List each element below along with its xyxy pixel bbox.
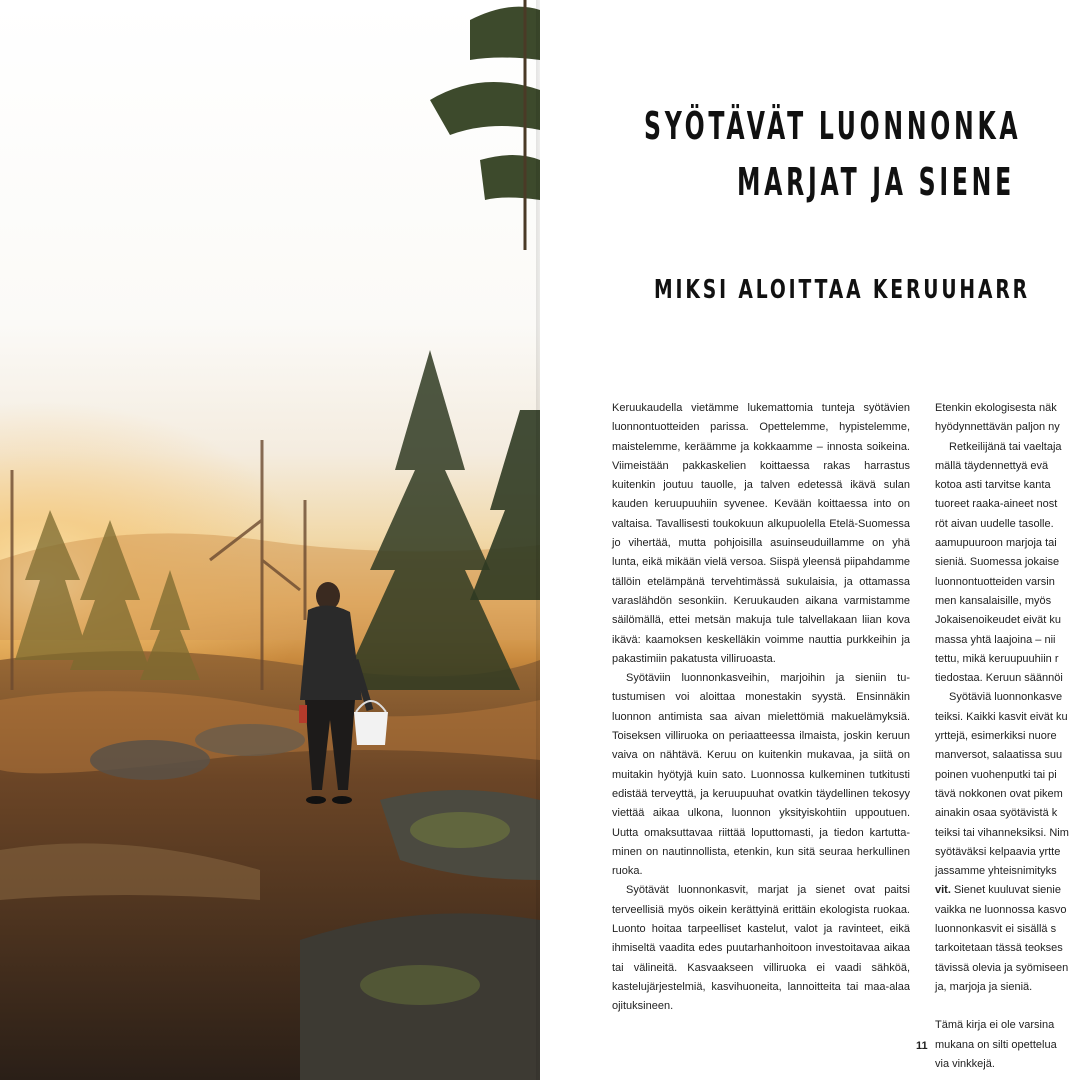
- column-2-line: jassamme yhteisnimityks: [935, 865, 1057, 878]
- column-2-line: tuoreet raaka-aineet nost: [935, 498, 1058, 511]
- column-2-line: Retkeilijänä tai vaeltaja: [949, 440, 1062, 453]
- section-heading: MIKSI ALOITTAA KERUUHARR: [654, 275, 1030, 305]
- column-2-line: vit. Sienet kuuluvat sienie: [935, 884, 1061, 897]
- title-line-2: MARJAT JA SIENE: [737, 160, 1015, 204]
- column-2-line: massa yhtä laajoina – nii: [935, 633, 1056, 646]
- column-2-line: Syötäviä luonnonkasve: [949, 691, 1063, 704]
- column-2-line: teiksi. Kaikki kasvit eivät ku: [935, 710, 1068, 723]
- text-column-1: [612, 399, 910, 1017]
- column-2-line: mukana on silti opettelua: [935, 1038, 1057, 1051]
- column-2-line: vaikka ne luonnossa kasvo: [935, 903, 1067, 916]
- column-2-line: ainakin osaa syötävistä k: [935, 807, 1058, 820]
- column-2-line: poinen vuohenputki tai pi: [935, 768, 1057, 781]
- column-2-line: luonnonkasvit ei sisällä s: [935, 923, 1057, 936]
- column-2-line: tävissä olevia ja syömiseen: [935, 961, 1069, 974]
- column-2-line: syötäväksi kelpaavia yrtte: [935, 845, 1061, 858]
- column-2-line: yrttejä, esimerkiksi nuore: [935, 730, 1057, 743]
- text-column-2: [935, 399, 1080, 1074]
- column-2-line: manversot, salaatissa suu: [935, 749, 1063, 762]
- paragraph-3: Syötävät luonnonkasvit, marjat ja sienet ovat paitsi terveellisiä myös oikein kerättyinä erittäin ekologista ruokaa. Luonto hoitaa tarpeelliset kastelut, valot ja ravinteet, eikä ihmiseltä vaadita edes puutarhanhoitoon investoitavaa aikaa tai välineitä. Kasvaakseen villiruoka ei vaadi sähköä, kastelujärjestelmiä, kasvihuoneita, lannoitteita tai maa-alaa ojituksineen.: [612, 884, 910, 1013]
- column-2-line: aamupuuroon marjoja tai: [935, 537, 1057, 550]
- column-2-line: ja, marjoja ja sieniä.: [935, 980, 1033, 993]
- column-2-line: Etenkin ekologisesta näk: [935, 402, 1057, 414]
- page-number: 11: [916, 1040, 928, 1052]
- column-2-line: tettu, mikä keruupuuhiin r: [935, 652, 1059, 665]
- column-2-line: Jokaisenoikeudet eivät ku: [935, 614, 1061, 627]
- column-2-line: mällä täydennettyä evä: [935, 459, 1049, 472]
- column-2-line: tävä nokkonen ovat pikem: [935, 787, 1063, 800]
- page-title: [644, 98, 1022, 210]
- column-2-line: sieniä. Suomessa jokaise: [935, 556, 1060, 569]
- column-2-line: tiedostaa. Keruun säännöi: [935, 672, 1063, 685]
- column-2-line: kotoa asti tarvitse kanta: [935, 479, 1051, 492]
- column-2-line: röt aivan uudelle tasolle.: [935, 517, 1054, 530]
- column-2-line: tarkoitetaan tässä teokses: [935, 942, 1063, 955]
- column-2-line: hyödynnettävän paljon ny: [935, 421, 1060, 434]
- column-2-line: via vinkkejä.: [935, 1057, 995, 1070]
- column-2-line: Tämä kirja ei ole varsina: [935, 1019, 1055, 1032]
- title-line-1: SYÖTÄVÄT LUONNONKA: [644, 104, 1022, 148]
- text-page: [540, 0, 1080, 1080]
- paragraph-1: Keruukaudella vietämme lukemattomia tunteja syötävien luonnontuotteiden parissa. Opettelemme, hypistelemme, maistelemme, keräämme ja kokkaamme – innosta soikeina. Viimeistään pakkaskelien koittaessa rakas harrastus kuitenkin joutuu tauolle, ja talven edetessä ikävä sulan kauden keruupuuhiin syvenee. Kevään koittaessa into on valtaisa. Tavallisesti toukokuun alkupuolella Etelä-Suomessa jo vihertää, mutta pohjoisilla asuinseuduillamme on yhä lunta, eikä mikään vielä versoa. Siispä yleensä piipahdamme tällöin etelämpänä tervehtimässä sukulaisia, ja ottamassa varaslähdön sesonkiin. Keruukauden aikana varmistamme säilömällä, ettei metsän makuja tule talvellakaan liian kova ikävä: kaamoksen keskelläkin voimme nauttia purkkeihin ja pakastimiin pakatusta villiruoasta.: [612, 402, 910, 665]
- column-2-line: teiksi tai vihanneksiksi. Nim: [935, 826, 1069, 839]
- column-2-line: luonnontuotteiden varsin: [935, 575, 1055, 588]
- paragraph-2: Syötäviin luonnonkasveihin, marjoihin ja sieniin tutustumisen voi aloittaa monestakin syystä. Ensinnäkin luonnon antimista saa aivan mielettömiä makuelämyksiä. Toiseksen villiruoka on periaatteessa ilmaista, joskin keruun vaiva on nähtävä. Keruu on kuitenkin mukavaa, ja siitä on muitakin hyötyjä kuin sato. Luonnossa kulkeminen tutkitusti edistää terveyttä, ja keruupuuhat ovatkin täydellinen tekosyy viettää aikaa ulkona, luonnon yksityiskohtiin uppoutuen. Uutta omaksuttavaa riittää loputtomasti, ja tiedon kartuttaminen on nautinnollista, etenkin, kun sitä seuraa herkullinen ruoka.: [612, 672, 910, 878]
- column-2-line: men kansalaisille, myös: [935, 594, 1052, 607]
